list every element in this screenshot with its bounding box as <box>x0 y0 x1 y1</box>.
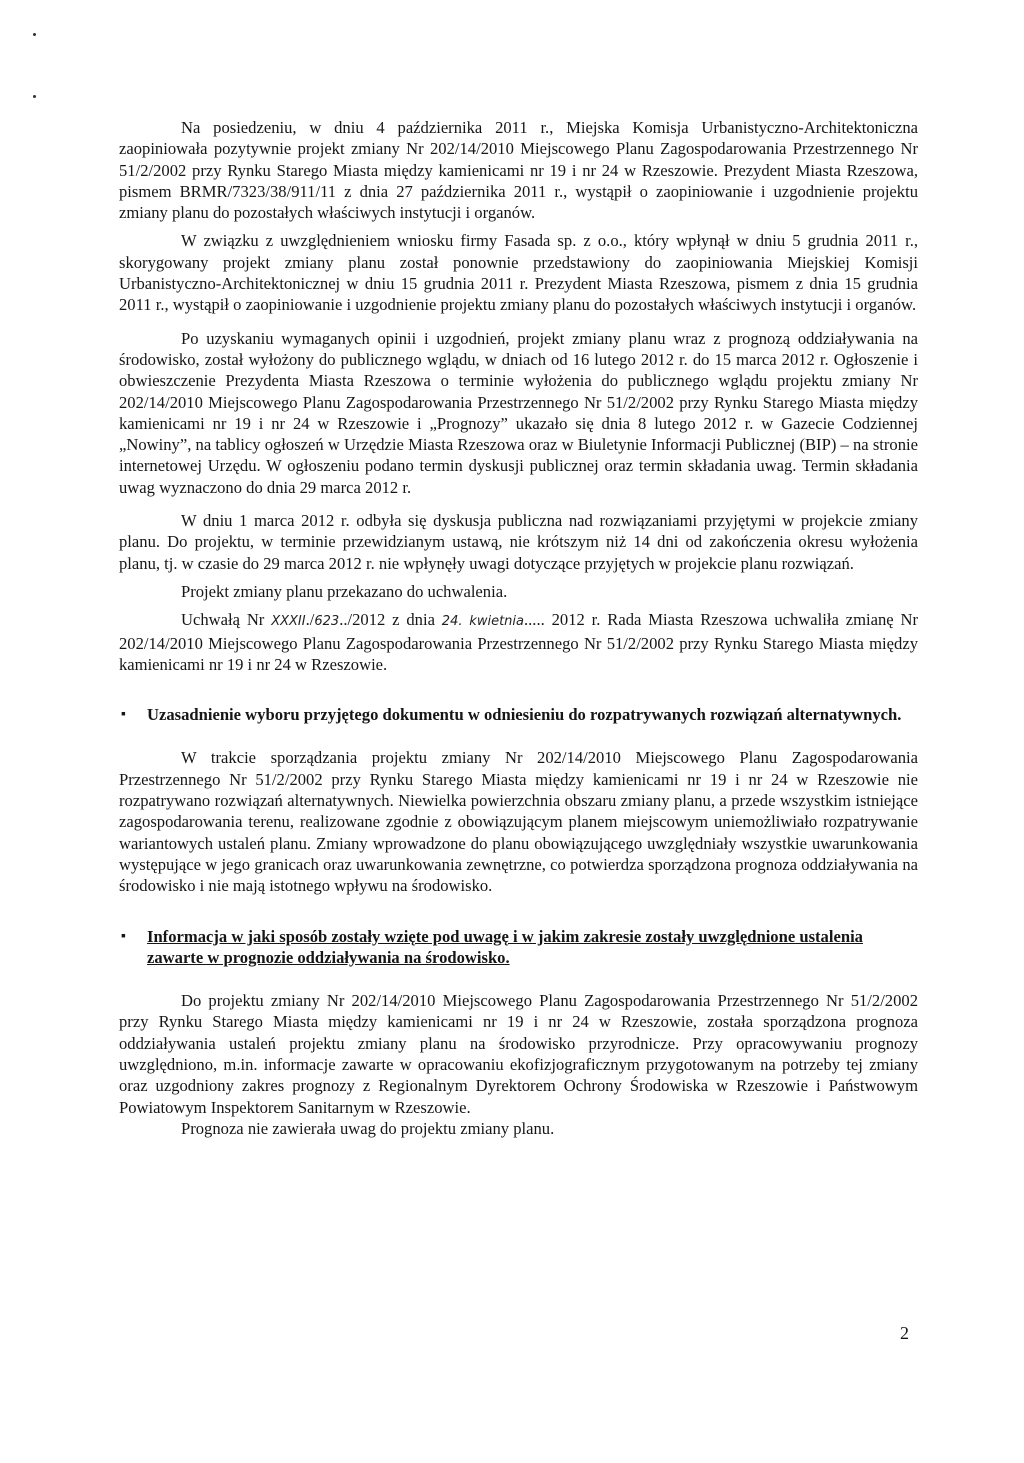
paragraph-resolution <box>119 609 918 675</box>
section-heading-forecast <box>119 926 918 969</box>
document-body <box>119 117 918 1139</box>
resolution-middle: ../2012 z dnia <box>339 610 442 630</box>
paragraph-public-discussion: W dniu 1 marca 2012 r. odbyła się dyskusja publiczna nad rozwiązaniami przyjętymi w projekcie zmiany planu. Do projektu, w terminie przewidzianym ustawą, nie krótszym niż 14 dni od zakończenia okresu wyłożenia planu, tj. w czasie do 29 marca 2012 r. nie wpłynęły uwagi dotyczące przyjętych w projekcie planu rozwiązań. <box>119 511 918 573</box>
bullet-icon: ▪ <box>121 707 126 723</box>
handwritten-resolution-date: 24. kwietnia <box>441 614 524 630</box>
paragraph-forecast-remarks: Prognoza nie zawierała uwag do projektu zmiany planu. <box>181 1118 555 1138</box>
scan-speck <box>33 33 36 36</box>
paragraph-forecast: Do projektu zmiany Nr 202/14/2010 Miejscowego Planu Zagospodarowania Przestrzennego Nr 51/2/2002 przy Rynku Starego Miasta między kamienicami nr 19 i nr 24 w Rzeszowie, została sporządzona prognoza oddziaływania ustaleń projektu zmiany planu na środowisko przyrodnicze. Przy opracowywaniu prognozy uwzględniono, m.in. informacje zawarte w opracowaniu ekofizjograficznym przygotowanym na potrzeby tej zmiany oraz uzgodniony zakres prognozy z Regionalnym Dyrektorem Ochrony Środowiska w Rzeszowie i Państwowym Powiatowym Inspektorem Sanitarnym w Rzeszowie. <box>119 991 918 1117</box>
resolution-rest: ..... 2012 r. Rada Miasta Rzeszowa uchwaliła zmianę Nr 202/14/2010 Miejscowego Planu Zagospodarowania Przestrzennego Nr 51/2/2002 przy Rynku Starego Miasta między kamienicami nr 19 i nr 24 w Rzeszowie. <box>119 610 918 674</box>
handwritten-resolution-number: XXXII <box>271 614 306 630</box>
paragraph-forwarded: Projekt zmiany planu przekazano do uchwalenia. <box>181 581 508 601</box>
paragraph-public-display: Po uzyskaniu wymaganych opinii i uzgodnień, projekt zmiany planu wraz z prognozą oddziaływania na środowisko, został wyłożony do publicznego wglądu, w dniach od 16 lutego 2012 r. do 15 marca 2012 r. Ogłoszenie i obwieszczenie Prezydenta Miasta Rzeszowa o terminie wyłożenia do publicznego wglądu projektu zmiany Nr 202/14/2010 Miejscowego Planu Zagospodarowania Przestrzennego Nr 51/2/2002 przy Rynku Starego Miasta między kamienicami nr 19 i nr 24 w Rzeszowie i „Prognozy” ukazało się dnia 8 lutego 2012 r. w Gazecie Codziennej „Nowiny”, na tablicy ogłoszeń w Urzędzie Miasta Rzeszowa oraz w Biuletynie Informacji Publicznej (BIP) – na stronie internetowej Urzędu. W ogłoszeniu podano termin dyskusji publicznej oraz termin składania uwag. Termin składania uwag wyznaczono do dnia 29 marca 2012 r. <box>119 328 918 497</box>
heading-alternatives: Uzasadnienie wyboru przyjętego dokumentu w odniesieniu do rozpatrywanych rozwiązań alternatywnych. <box>147 705 902 725</box>
resolution-separator: ./ <box>305 610 315 630</box>
section-heading-alternatives <box>119 704 918 725</box>
scan-speck <box>33 95 36 98</box>
bullet-icon: ▪ <box>121 928 126 944</box>
page-number: 2 <box>900 1323 909 1343</box>
paragraph-correction: W związku z uwzględnieniem wniosku firmy Fasada sp. z o.o., który wpłynął w dniu 5 grudnia 2011 r., skorygowany projekt zmiany planu został ponownie przedstawiony do zaopiniowania Miejskiej Komisji Urbanistyczno-Architektonicznej w dniu 15 grudnia 2011 r. Prezydent Miasta Rzeszowa, pismem z dnia 15 grudnia 2011 r., wystąpił o zaopiniowanie i uzgodnienie projektu zmiany planu do pozostałych właściwych instytucji i organów. <box>119 231 918 315</box>
paragraph-alternatives: W trakcie sporządzania projektu zmiany Nr 202/14/2010 Miejscowego Planu Zagospodarowania Przestrzennego Nr 51/2/2002 przy Rynku Starego Miasta między kamienicami nr 19 i nr 24 w Rzeszowie nie rozpatrywano rozwiązań alternatywnych. Niewielka powierzchnia obszaru zmiany planu, a przede wszystkim istniejące zagospodarowania terenu, realizowane zgodnie z obowiązującym planem miejscowym uniemożliwiało rozpatrywanie wariantowych ustaleń planu. Zmiany wprowadzone do planu obowiązującego uwzględniały wszystkie uwarunkowania występujące w jego granicach oraz uwarunkowania zewnętrzne, co potwierdza sporządzona prognoza oddziaływania na środowisko i nie mają istotnego wpływu na środowisko. <box>119 748 918 896</box>
paragraph-commission-opinion: Na posiedzeniu, w dniu 4 października 2011 r., Miejska Komisja Urbanistyczno-Architektoniczna zaopiniowała pozytywnie projekt zmiany Nr 202/14/2010 Miejscowego Planu Zagospodarowania Przestrzennego Nr 51/2/2002 przy Rynku Starego Miasta między kamienicami nr 19 i nr 24 w Rzeszowie. Prezydent Miasta Rzeszowa, pismem BRMR/7323/38/911/11 z dnia 27 października 2011 r., wystąpił o zaopiniowanie i uzgodnienie projektu zmiany planu do pozostałych właściwych instytucji i organów. <box>119 118 918 223</box>
heading-forecast: Informacja w jaki sposób zostały wzięte pod uwagę i w jakim zakresie zostały uwzględnione ustalenia zawarte w prognozie oddziaływania na środowisko. <box>147 926 863 967</box>
resolution-prefix: Uchwałą Nr <box>181 610 272 630</box>
handwritten-resolution-number-2: 623 <box>314 614 340 630</box>
